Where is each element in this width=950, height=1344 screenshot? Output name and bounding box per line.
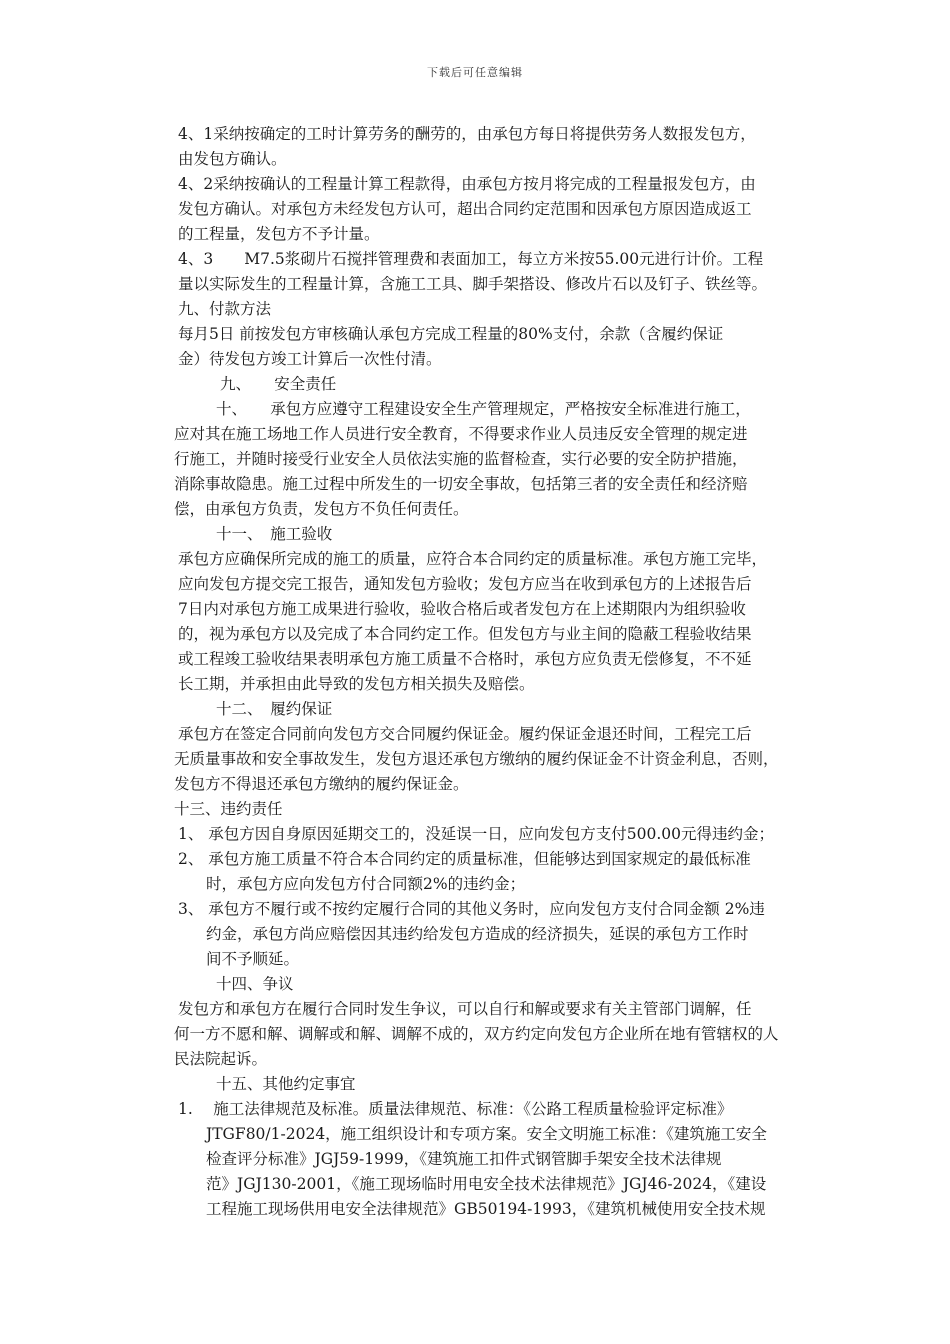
text-line: 4、1采纳按确定的工时计算劳务的酬劳的，由承包方每日将提供劳务人数报发包方， xyxy=(178,125,756,143)
section-heading: 十三、违约责任 xyxy=(174,800,283,818)
list-item: 1、 承包方因自身原因延期交工的，没延误一日，应向发包方支付500.00元得违约金； xyxy=(178,825,775,843)
text-line: 的，视为承包方以及完成了本合同约定工作。但发包方与业主间的隐蔽工程验收结果 xyxy=(178,625,752,643)
text-line: 承包方应确保所完成的施工的质量，应符合本合同约定的质量标准。承包方施工完毕， xyxy=(178,550,768,568)
section-heading: 十四、争议 xyxy=(216,975,294,993)
document-body xyxy=(150,122,830,1222)
section-heading: 十一、 施工验收 xyxy=(216,525,333,543)
text-line: 应向发包方提交完工报告，通知发包方验收；发包方应当在收到承包方的上述报告后 xyxy=(178,575,752,593)
text-line: 4、2采纳按确认的工程量计算工程款得，由承包方按月将完成的工程量报发包方，由 xyxy=(178,175,756,193)
section-heading: 九、付款方法 xyxy=(178,300,272,318)
list-item: 2、 承包方施工质量不符合本合同约定的质量标准，但能够达到国家规定的最低标准 xyxy=(178,850,751,868)
text-line: 量以实际发生的工程量计算，含施工工具、脚手架搭设、修改片石以及钉子、铁丝等。 xyxy=(178,275,768,293)
page-header: 下载后可任意编辑 xyxy=(427,66,523,79)
text-line: 发包方不得退还承包方缴纳的履约保证金。 xyxy=(174,775,469,793)
text-line: 7日内对承包方施工成果进行验收，验收合格后或者发包方在上述期限内为组织验收 xyxy=(178,600,746,618)
text-line: 长工期，并承担由此导致的发包方相关损失及赔偿。 xyxy=(178,675,535,693)
section-heading: 十二、 履约保证 xyxy=(216,700,333,718)
text-line: 民法院起诉。 xyxy=(174,1050,268,1068)
text-line: 发包方确认。对承包方未经发包方认可，超出合同约定范围和因承包方原因造成返工 xyxy=(178,200,752,218)
text-line: 偿，由承包方负责，发包方不负任何责任。 xyxy=(174,500,469,518)
text-line: 工程施工现场供用电安全法律规范》GB50194-1993，《建筑机械使用安全技术规 xyxy=(206,1200,766,1218)
text-line: 或工程竣工验收结果表明承包方施工质量不合格时，承包方应负责无偿修复，不不延 xyxy=(178,650,752,668)
text-line: 发包方和承包方在履行合同时发生争议，可以自行和解或要求有关主管部门调解，任 xyxy=(178,1000,752,1018)
text-line: JTGF80/1-2024，施工组织设计和专项方案。安全文明施工标准：《建筑施工安全 xyxy=(206,1125,767,1143)
text-line: 十、 承包方应遵守工程建设安全生产管理规定，严格按安全标准进行施工， xyxy=(216,400,751,418)
text-line: 应对其在施工场地工作人员进行安全教育，不得要求作业人员违反安全管理的规定进 xyxy=(174,425,748,443)
section-heading: 九、 安全责任 xyxy=(220,375,337,393)
text-line: 约金，承包方尚应赔偿因其违约给发包方造成的经济损失，延误的承包方工作时 xyxy=(206,925,749,943)
section-heading: 十五、其他约定事宜 xyxy=(216,1075,356,1093)
text-line: 消除事故隐患。施工过程中所发生的一切安全事故，包括第三者的安全责任和经济赔 xyxy=(174,475,748,493)
text-line: 间不予顺延。 xyxy=(206,950,300,968)
text-line: 检查评分标准》JGJ59-1999，《建筑施工扣件式钢管脚手架安全技术法律规 xyxy=(206,1150,722,1168)
text-line: 4、3 M7.5浆砌片石搅拌管理费和表面加工，每立方米按55.00元进行计价。工程 xyxy=(178,250,764,268)
text-line: 行施工，并随时接受行业安全人员依法实施的监督检查，实行必要的安全防护措施， xyxy=(174,450,748,468)
text-line: 范》JGJ130-2001，《施工现场临时用电安全技术法律规范》JGJ46-2024，《建设 xyxy=(206,1175,767,1193)
text-line: 每月5日 前按发包方审核确认承包方完成工程量的80%支付，余款（含履约保证 xyxy=(178,325,724,343)
list-item: 1. 施工法律规范及标准。质量法律规范、标准：《公路工程质量检验评定标准》 xyxy=(178,1100,733,1118)
text-line: 金）待发包方竣工计算后一次性付清。 xyxy=(178,350,442,368)
text-line: 时，承包方应向发包方付合同额2%的违约金； xyxy=(206,875,526,893)
list-item: 3、 承包方不履行或不按约定履行合同的其他义务时，应向发包方支付合同金额 2%违 xyxy=(178,900,765,918)
text-line: 承包方在签定合同前向发包方交合同履约保证金。履约保证金退还时间，工程完工后 xyxy=(178,725,752,743)
text-line: 何一方不愿和解、调解或和解、调解不成的，双方约定向发包方企业所在地有管辖权的人 xyxy=(174,1025,779,1043)
text-line: 由发包方确认。 xyxy=(178,150,287,168)
text-line: 无质量事故和安全事故发生，发包方退还承包方缴纳的履约保证金不计资金利息，否则， xyxy=(174,750,779,768)
text-line: 的工程量，发包方不予计量。 xyxy=(178,225,380,243)
